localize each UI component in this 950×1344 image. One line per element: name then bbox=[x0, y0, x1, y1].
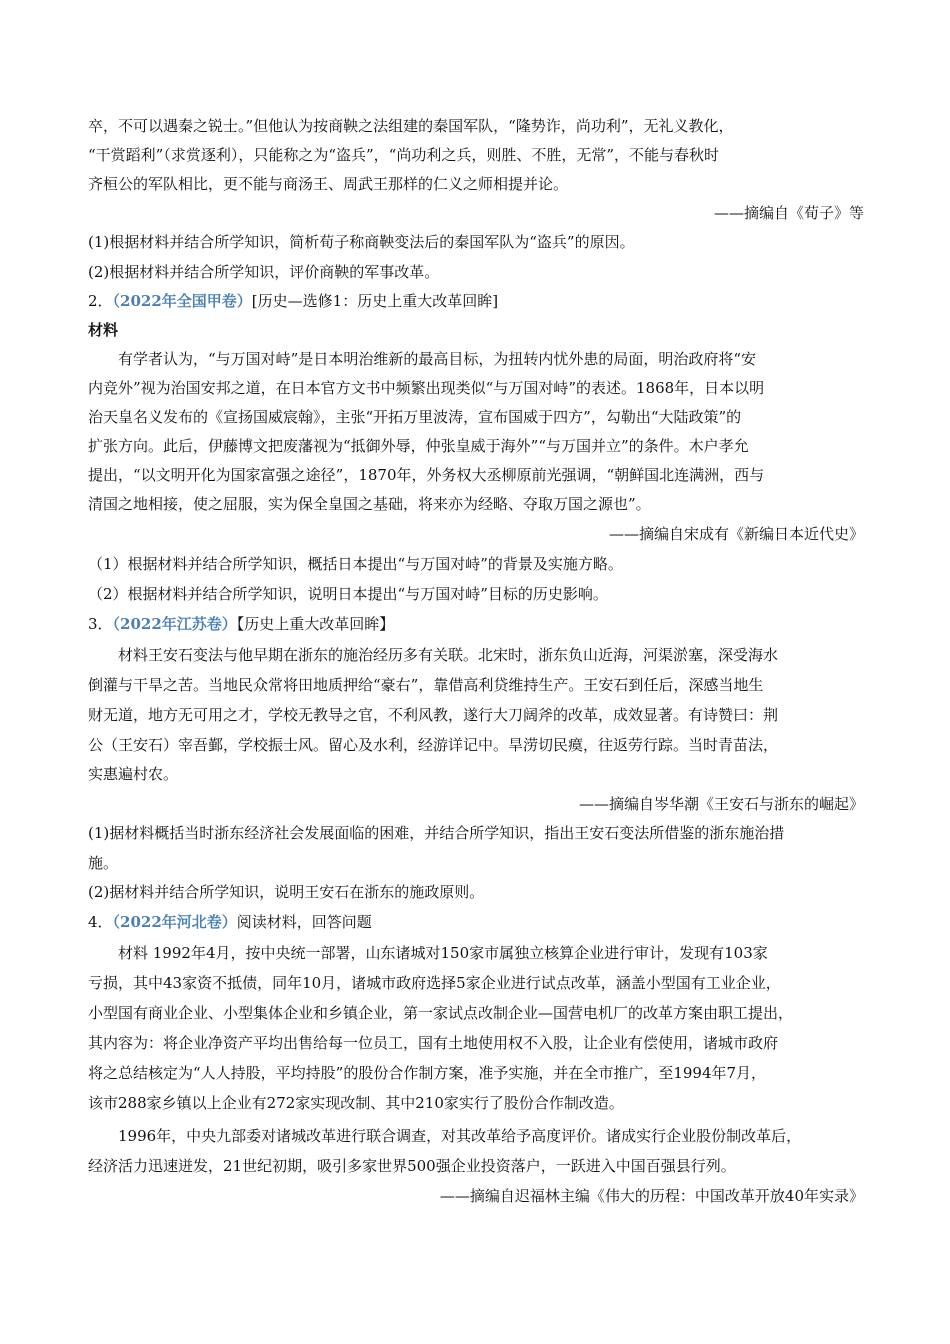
q3-material-line-5: 实惠遍村农。 bbox=[88, 765, 179, 783]
q4-material-line-1: 材料 1992年4月，按中央统一部署，山东诸城对150家市属独立核算企业进行审计，发现有103家 bbox=[118, 944, 768, 962]
q2-material-line-2: 内竞外”视为治国安邦之道，在日本官方文书中频繁出现类似“与万国对峙”的表述。1868年，日本以明 bbox=[88, 379, 765, 397]
q2-question-2: （2）根据材料并结合所学知识，说明日本提出“与万国对峙”目标的历史影响。 bbox=[88, 585, 608, 603]
q4-material-line-5: 将之总结核定为“人人持股，平均持股”的股份合作制方案，准予实施，并在全市推广，至1994年7月， bbox=[88, 1064, 767, 1082]
q2-material-line-1: 有学者认为，“与万国对峙”是日本明治维新的最高目标，为扭转内忧外患的局面，明治政府将“安 bbox=[118, 350, 757, 368]
q4-source: ——摘编自迟福林主编《伟大的历程：中国改革开放40年实录》 bbox=[439, 1187, 864, 1205]
q4-material-line-3: 小型国有商业企业、小型集体企业和乡镇企业，第一家试点改制企业—国营电机厂的改革方案由职工提出， bbox=[88, 1004, 794, 1022]
q3-material-line-1: 材料王安石变法与他早期在浙东的施治经历多有关联。北宋时，浙东负山近海，河渠淤塞，深受海水 bbox=[118, 646, 779, 664]
q2-heading bbox=[88, 291, 866, 311]
q1-material-line-3: 齐桓公的军队相比，更不能与商汤王、周武王那样的仁义之师相提并论。 bbox=[88, 175, 569, 193]
q4-material-line-4: 其内容为：将企业净资产平均出售给每一位员工，国有土地使用权不入股，让企业有偿使用，诸城市政府 bbox=[88, 1034, 779, 1052]
q2-material-label: 材料 bbox=[88, 321, 119, 339]
q2-material-line-6: 清国之地相接，使之屈服，实为保全皇国之基础，将来亦为经略、夺取万国之源也”。 bbox=[88, 495, 651, 513]
q2-source: ——摘编自宋成有《新编日本近代史》 bbox=[608, 525, 864, 543]
q3-material-line-2: 倒灌与干旱之苦。当地民众常将田地质押给“豪右”，靠借高利贷维持生产。王安石到任后，深感当地生 bbox=[88, 676, 764, 694]
q1-material-line-2: “干赏蹈利”（求赏逐利），只能称之为“盗兵”，“尚功利之兵，则胜、不胜，无常”，不能与春秋时 bbox=[88, 146, 720, 164]
q2-material-line-5: 提出，“以文明开化为国家富强之途径”，1870年，外务权大丞柳原前光强调，“朝鲜国北连满洲，西与 bbox=[88, 466, 765, 484]
q2-number: 2． bbox=[88, 292, 113, 310]
q2-title: [历史—选修1：历史上重大改革回眸] bbox=[251, 292, 499, 310]
q3-question-1-line-1: (1)据材料概括当时浙东经济社会发展面临的困难，并结合所学知识，指出王安石变法所借鉴的浙东施治措 bbox=[88, 824, 785, 842]
q4-heading bbox=[88, 912, 866, 932]
q4-material-line-6: 该市288家乡镇以上企业有272家实现改制、其中210家实行了股份合作制改造。 bbox=[88, 1094, 624, 1112]
q4-title: 阅读材料，回答问题 bbox=[236, 913, 372, 931]
q2-exam-tag: （2022年全国甲卷） bbox=[112, 292, 252, 310]
q3-source: ——摘编自岑华潮《王安石与浙东的崛起》 bbox=[578, 795, 864, 813]
q3-material-line-4: 公（王安石）宰吾鄞，学校振士风。留心及水利，经游详记中。旱涝切民瘼，往返劳行踪。当时青苗法， bbox=[88, 736, 779, 754]
q3-heading bbox=[88, 614, 866, 634]
q1-material-line-1: 卒，不可以遇秦之锐士。”但他认为按商鞅之法组建的秦国军队，“隆势诈，尚功利”，无礼义教化， bbox=[88, 117, 734, 135]
q1-source: ——摘编自《荀子》等 bbox=[713, 204, 864, 222]
q1-question-1: (1)根据材料并结合所学知识，简析荀子称商鞅变法后的秦国军队为“盗兵”的原因。 bbox=[88, 233, 635, 251]
q3-question-2: (2)据材料并结合所学知识，说明王安石在浙东的施政原则。 bbox=[88, 883, 485, 901]
q3-exam-tag: （2022年江苏卷） bbox=[112, 615, 237, 633]
q3-title: 【历史上重大改革回眸】 bbox=[236, 615, 395, 633]
q3-material-line-3: 财无道，地方无可用之才，学校无教导之官，不利风教，遂行大刀阔斧的改革，成效显著。有诗赞曰：荆 bbox=[88, 706, 779, 724]
q3-question-1-line-2: 施。 bbox=[88, 854, 119, 872]
q2-material-line-3: 治天皇名义发布的《宣扬国威宸翰》，主张“开拓万里波涛，宣布国威于四方”，勾勒出“大陆政策”的 bbox=[88, 408, 742, 426]
q4-exam-tag: （2022年河北卷） bbox=[112, 913, 237, 931]
q2-material-line-4: 扩张方向。此后，伊藤博文把废藩视为“抵御外辱，仲张皇威于海外”“与万国并立”的条件。木户孝允 bbox=[88, 437, 749, 455]
q4-material-line-2: 亏损，其中43家资不抵债，同年10月，诸城市政府选择5家企业进行试点改革，涵盖小型国有工业企业， bbox=[88, 974, 781, 992]
q4-number: 4． bbox=[88, 913, 113, 931]
q4-material-line-7: 1996年，中央九部委对诸城改革进行联合调查，对其改革给予高度评价。诸成实行企业股份制改革后， bbox=[118, 1127, 802, 1145]
q4-material-line-8: 经济活力迅速迸发，21世纪初期，吸引多家世界500强企业投资落户，一跃进入中国百强县行列。 bbox=[88, 1157, 736, 1175]
q3-number: 3． bbox=[88, 615, 113, 633]
q1-question-2: (2)根据材料并结合所学知识，评价商鞅的军事改革。 bbox=[88, 263, 440, 281]
q2-question-1: （1）根据材料并结合所学知识，概括日本提出“与万国对峙”的背景及实施方略。 bbox=[88, 555, 623, 573]
